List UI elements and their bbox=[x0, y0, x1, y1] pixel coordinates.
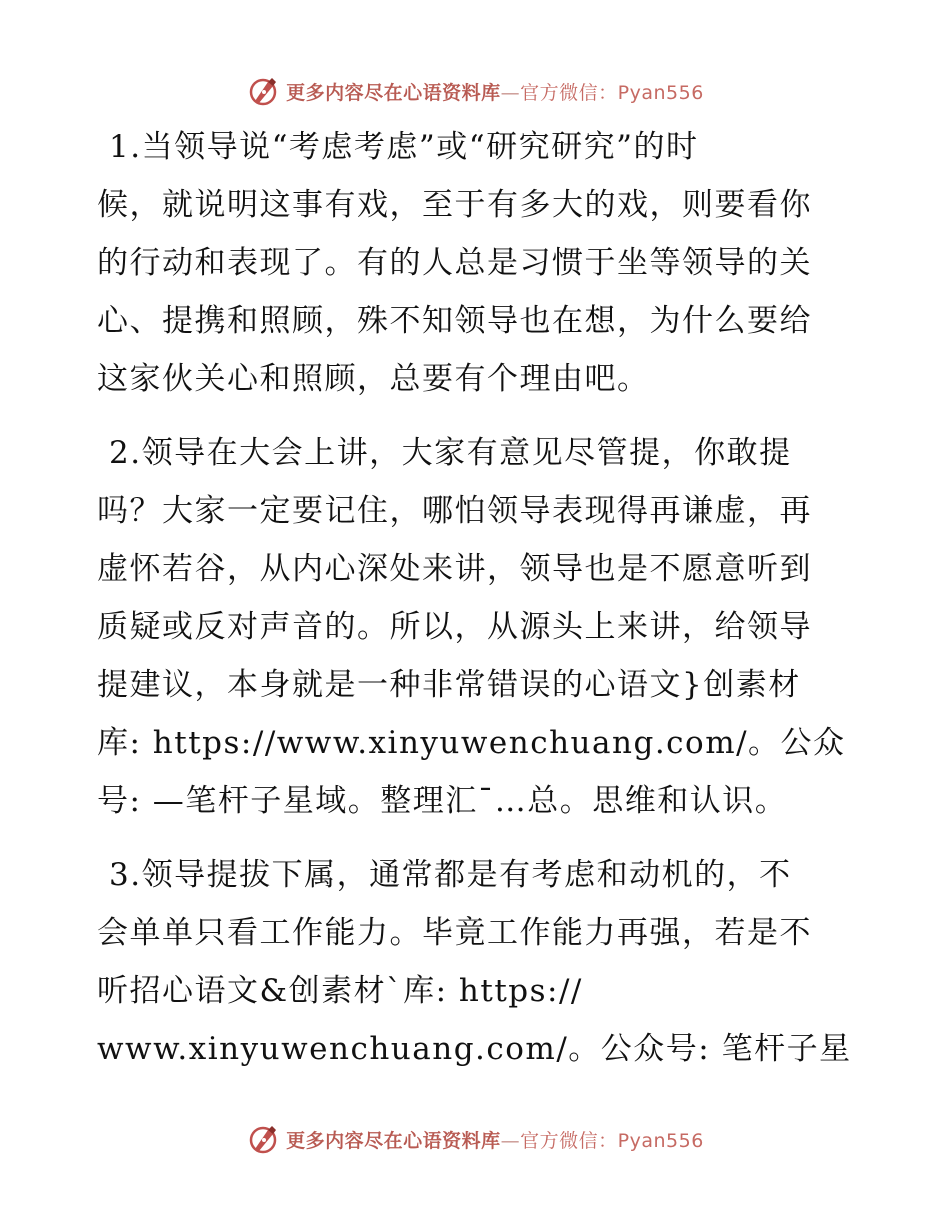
text-line: 3.领导提拔下属，通常都是有考虑和动机的，不 bbox=[109, 857, 792, 893]
footer-banner bbox=[0, 1118, 950, 1160]
footer-wechat-text: 官方微信：Pyan556 bbox=[520, 1129, 704, 1152]
paragraph-2 bbox=[97, 424, 857, 830]
header-dash: — bbox=[500, 81, 521, 104]
footer-banner-text bbox=[286, 1126, 704, 1153]
header-banner-text bbox=[286, 78, 704, 105]
header-banner-inner bbox=[246, 74, 704, 108]
text-line: 会单单只看工作能力。毕竟工作能力再强，若是不 bbox=[97, 915, 812, 951]
text-line: 的行动和表现了。有的人总是习惯于坐等领导的关 bbox=[97, 245, 812, 281]
footer-dash: — bbox=[500, 1129, 521, 1152]
text-line: 吗？大家一定要记住，哪怕领导表现得再谦虚，再 bbox=[97, 493, 812, 529]
text-line: 1.当领导说“考虑考虑”或“研究研究”的时 bbox=[109, 129, 699, 165]
text-line: 库: https://www.xinyuwenchuang.com/。公众 bbox=[97, 725, 846, 761]
footer-banner-inner bbox=[246, 1122, 704, 1156]
header-banner bbox=[0, 70, 950, 112]
footer-brand-text: 更多内容尽在心语资料库 bbox=[286, 1129, 501, 1152]
text-line: 虚怀若谷，从内心深处来讲，领导也是不愿意听到 bbox=[97, 551, 812, 587]
text-line: 质疑或反对声音的。所以，从源头上来讲，给领导 bbox=[97, 609, 812, 645]
text-line: 2.领导在大会上讲，大家有意见尽管提，你敢提 bbox=[109, 435, 792, 471]
document-body bbox=[97, 118, 857, 1094]
paragraph-3 bbox=[97, 846, 857, 1078]
header-brand-text: 更多内容尽在心语资料库 bbox=[286, 81, 501, 104]
text-line: 心、提携和照顾，殊不知领导也在想，为什么要给 bbox=[97, 303, 812, 339]
pen-nib-logo-icon bbox=[246, 1122, 280, 1156]
text-line: 提建议，本身就是一种非常错误的心语文}创素材 bbox=[97, 667, 801, 703]
text-line: www.xinyuwenchuang.com/。公众号: 笔杆子星 bbox=[97, 1031, 852, 1067]
text-line: 这家伙关心和照顾，总要有个理由吧。 bbox=[97, 361, 650, 397]
pen-nib-logo-icon bbox=[246, 74, 280, 108]
paragraph-1 bbox=[97, 118, 857, 408]
text-line: 号: —笔杆子星域。整理汇¯…总。思维和认识。 bbox=[97, 783, 788, 819]
text-line: 听招心语文&创素材`库: https:// bbox=[97, 973, 583, 1009]
text-line: 候，就说明这事有戏，至于有多大的戏，则要看你 bbox=[97, 187, 812, 223]
header-wechat-text: 官方微信：Pyan556 bbox=[520, 81, 704, 104]
